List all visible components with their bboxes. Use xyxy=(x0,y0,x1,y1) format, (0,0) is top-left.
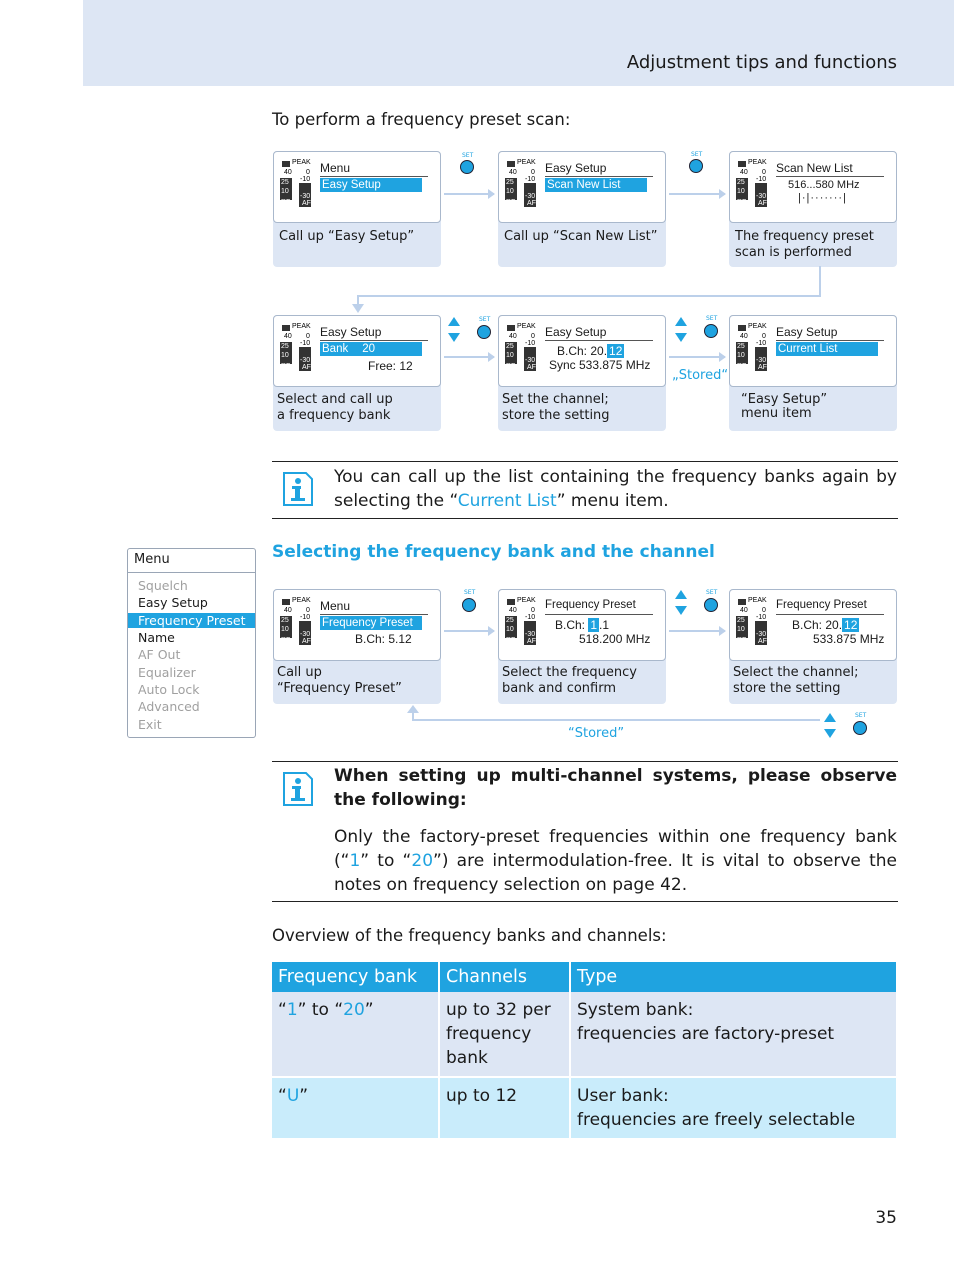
column-header: Channels xyxy=(439,962,570,992)
info-text-current-list: You can call up the list containing the frequency banks again by selecting the “Current List” menu item. xyxy=(334,467,897,511)
info-text-intermodulation: Only the factory-preset frequencies within one frequency bank (“1” to “20”) are intermodulation-free. It is vital to observe the notes on frequency selection on page 42. xyxy=(334,827,897,895)
set-button-icon xyxy=(704,324,718,338)
step-caption: Set the channel; xyxy=(502,392,609,407)
table-cell: System bank: frequencies are factory-preset xyxy=(570,992,897,1077)
set-button-icon xyxy=(477,325,491,339)
level-meter: PEAK 40 0 25 10 -10 -30 RF AF xyxy=(506,159,536,207)
step-caption: store the setting xyxy=(733,681,841,696)
level-meter: PEAK 40 0 25 10 -10 -30 RF AF xyxy=(506,323,536,371)
level-meter: PEAK 40 0 25 10 -10 -30 RF AF xyxy=(281,159,311,207)
info-divider xyxy=(272,461,898,462)
frequency-bank-table xyxy=(272,962,898,1138)
step-caption: Select the channel; xyxy=(733,665,859,680)
scan-progress-icon: |·|·······| xyxy=(798,192,847,204)
table-cell: up to 32 per frequency bank xyxy=(439,992,570,1077)
lcd-title: Frequency Preset xyxy=(545,599,636,611)
info-icon xyxy=(282,771,314,807)
lcd-highlight: Easy Setup xyxy=(320,178,422,192)
step-caption: bank and confirm xyxy=(502,681,617,696)
up-down-icon xyxy=(448,317,460,343)
return-arrow xyxy=(405,705,825,725)
up-down-icon xyxy=(675,590,687,616)
bank-step-3 xyxy=(729,315,897,431)
step-caption: Select the frequency xyxy=(502,665,637,680)
lcd-display xyxy=(273,315,441,387)
lcd-highlight: Scan New List xyxy=(545,178,647,192)
intro-text: To perform a frequency preset scan: xyxy=(272,110,571,129)
table-header-row xyxy=(272,962,897,992)
overview-text: Overview of the frequency banks and channels: xyxy=(272,926,667,945)
lcd-line: Sync 533.875 MHz xyxy=(549,358,651,372)
up-down-icon xyxy=(675,317,687,343)
scan-step-2 xyxy=(498,151,666,267)
table-cell: “U” xyxy=(272,1077,439,1138)
flow-arrow xyxy=(669,630,725,632)
lcd-line: 518.200 MHz xyxy=(579,632,651,646)
flow-arrow xyxy=(669,356,725,358)
lcd-display xyxy=(729,151,897,223)
lcd-display xyxy=(498,151,666,223)
table-cell: User bank: frequencies are freely selectable xyxy=(570,1077,897,1138)
info-heading: When setting up multi-channel systems, please observe the following: xyxy=(334,766,897,810)
section-heading: Selecting the frequency bank and the channel xyxy=(272,542,715,562)
lcd-title: Easy Setup xyxy=(776,325,838,339)
table-row xyxy=(272,992,897,1077)
flow-arrow xyxy=(669,193,725,195)
step-caption: scan is performed xyxy=(735,245,852,260)
step-caption: menu item xyxy=(741,406,812,421)
table-row xyxy=(272,1077,897,1138)
header-band xyxy=(83,0,954,86)
lcd-title: Easy Setup xyxy=(545,325,607,339)
lcd-display xyxy=(729,315,897,387)
step-caption: The frequency preset xyxy=(735,229,874,244)
lcd-title: Scan New List xyxy=(776,161,853,175)
level-meter: PEAK 40 0 25 10 -10 -30 RF AF xyxy=(737,159,767,207)
scan-step-1 xyxy=(273,151,441,267)
set-button-icon xyxy=(853,721,867,735)
column-header: Type xyxy=(570,962,897,992)
level-meter: PEAK 40 0 25 10 -10 -30 RF AF xyxy=(281,597,311,645)
step-caption: a frequency bank xyxy=(277,408,391,423)
menu-panel xyxy=(127,548,256,738)
preset-step-3 xyxy=(729,589,897,704)
step-caption: store the setting xyxy=(502,408,610,423)
lcd-line: Free: 12 xyxy=(368,359,413,373)
lcd-title: Easy Setup xyxy=(320,325,382,339)
step-caption: Select and call up xyxy=(277,392,393,407)
step-caption: Call up xyxy=(277,665,322,680)
menu-item-equalizer: Equalizer xyxy=(138,665,196,680)
flow-arrow xyxy=(444,630,494,632)
menu-item-exit: Exit xyxy=(138,717,162,732)
step-caption: “Frequency Preset” xyxy=(277,681,402,696)
lcd-display xyxy=(498,589,666,661)
table-cell: up to 12 xyxy=(439,1077,570,1138)
menu-item-name: Name xyxy=(138,630,175,645)
page-number: 35 xyxy=(875,1208,897,1228)
lcd-highlight: Frequency Preset xyxy=(320,616,422,630)
set-button-icon xyxy=(460,160,474,174)
info-divider xyxy=(272,518,898,519)
lcd-title: Menu xyxy=(320,161,351,175)
bank-step-2 xyxy=(498,315,666,431)
level-meter: PEAK 40 0 25 10 -10 -30 RF AF xyxy=(737,323,767,371)
level-meter: PEAK 40 0 25 10 -10 -30 RF AF xyxy=(737,597,767,645)
up-down-icon xyxy=(824,713,836,739)
current-list-term: Current List xyxy=(457,491,557,511)
lcd-highlight: Current List xyxy=(776,342,878,356)
bank-step-1 xyxy=(273,315,441,431)
lcd-display xyxy=(273,151,441,223)
menu-item-af-out: AF Out xyxy=(138,647,181,662)
column-header: Frequency bank xyxy=(272,962,439,992)
lcd-line: B.Ch: 5.12 xyxy=(355,632,412,646)
lcd-title: Frequency Preset xyxy=(776,599,867,611)
lcd-highlight: Bank 20 xyxy=(320,342,422,356)
lcd-line: B.Ch: 20. 12 xyxy=(557,344,623,358)
step-caption: “Easy Setup” xyxy=(741,392,828,407)
menu-title: Menu xyxy=(134,552,170,567)
menu-item-squelch: Squelch xyxy=(138,578,188,593)
lcd-title: Easy Setup xyxy=(545,161,607,175)
set-button-icon xyxy=(704,598,718,612)
table-cell: “1” to “20” xyxy=(272,992,439,1077)
info-divider xyxy=(272,761,898,762)
stored-label: “Stored” xyxy=(568,726,625,741)
menu-item-frequency-preset: Frequency Preset xyxy=(138,613,246,628)
set-button-icon xyxy=(462,598,476,612)
lcd-line: B.Ch: 1 .1 xyxy=(555,618,610,632)
lcd-line: 516...580 MHz xyxy=(788,179,860,191)
info-divider xyxy=(272,901,898,902)
level-meter: PEAK 40 0 25 10 -10 -30 RF AF xyxy=(506,597,536,645)
lcd-display xyxy=(498,315,666,387)
menu-item-auto-lock: Auto Lock xyxy=(138,682,200,697)
lcd-line: B.Ch: 20. 12 xyxy=(792,618,858,632)
preset-step-2 xyxy=(498,589,666,704)
preset-step-1 xyxy=(273,589,441,704)
scan-step-3 xyxy=(729,151,897,267)
set-button-icon xyxy=(689,159,703,173)
lcd-line: 533.875 MHz xyxy=(813,632,885,646)
menu-item-advanced: Advanced xyxy=(138,699,200,714)
flow-arrow xyxy=(444,193,494,195)
stored-label: „Stored“ xyxy=(672,368,729,383)
step-caption: Call up “Scan New List” xyxy=(504,229,658,244)
step-caption: Call up “Easy Setup” xyxy=(279,229,415,244)
info-icon xyxy=(282,471,314,507)
page-header-title: Adjustment tips and functions xyxy=(626,52,897,73)
lcd-title: Menu xyxy=(320,599,351,613)
level-meter: PEAK 40 0 25 10 -10 -30 RF AF xyxy=(281,323,311,371)
lcd-display xyxy=(729,589,897,661)
menu-item-easy-setup: Easy Setup xyxy=(138,595,208,610)
lcd-display xyxy=(273,589,441,661)
connector-arrow xyxy=(350,266,825,314)
flow-arrow xyxy=(444,356,494,358)
